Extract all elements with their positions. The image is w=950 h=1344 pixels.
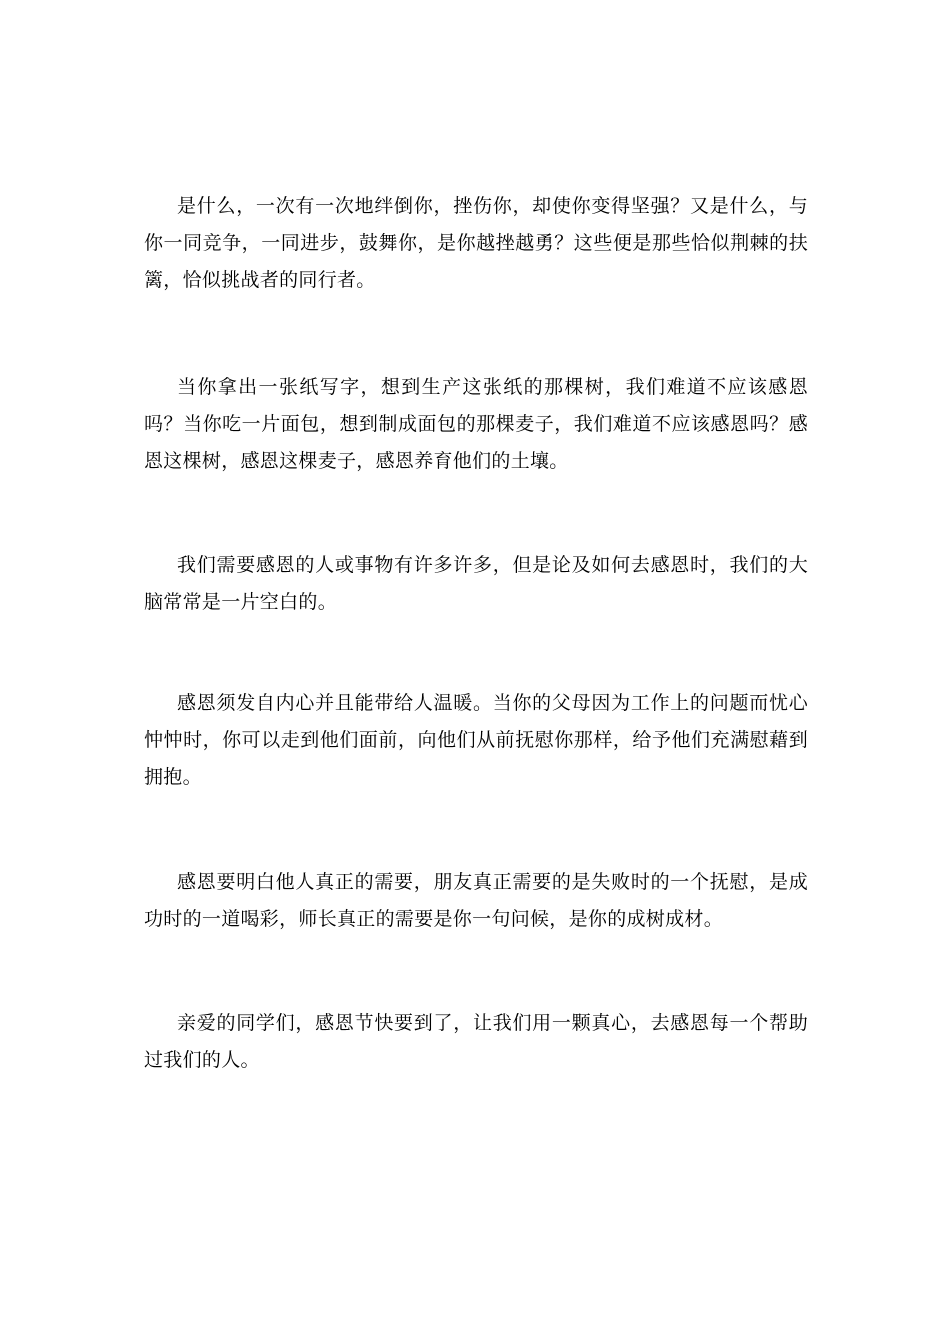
paragraph-5: 感恩要明白他人真正的需要，朋友真正需要的是失败时的一个抚慰，是成功时的一道喝彩，师长真正的需要是你一句问候，是你的成树成材。	[144, 871, 808, 930]
paragraph-6: 亲爱的同学们，感恩节快要到了，让我们用一颗真心，去感恩每一个帮助过我们的人。	[144, 1012, 808, 1071]
paragraph-4: 感恩须发自内心并且能带给人温暖。当你的父母因为工作上的问题而忧心忡忡时，你可以走到他们面前，向他们从前抚慰你那样，给予他们充满慰藉到拥抱。	[144, 692, 808, 788]
paragraph-2: 当你拿出一张纸写字，想到生产这张纸的那棵树，我们难道不应该感恩吗？当你吃一片面包，想到制成面包的那棵麦子，我们难道不应该感恩吗？感恩这棵树，感恩这棵麦子，感恩养育他们的土壤。	[144, 376, 808, 472]
paragraph-1: 是什么，一次有一次地绊倒你，挫伤你，却使你变得坚强？又是什么，与你一同竞争，一同进步，鼓舞你，是你越挫越勇？这些便是那些恰似荆棘的扶篱，恰似挑战者的同行者。	[144, 195, 808, 291]
paragraph-3: 我们需要感恩的人或事物有许多许多，但是论及如何去感恩时，我们的大脑常常是一片空白的。	[144, 554, 808, 613]
